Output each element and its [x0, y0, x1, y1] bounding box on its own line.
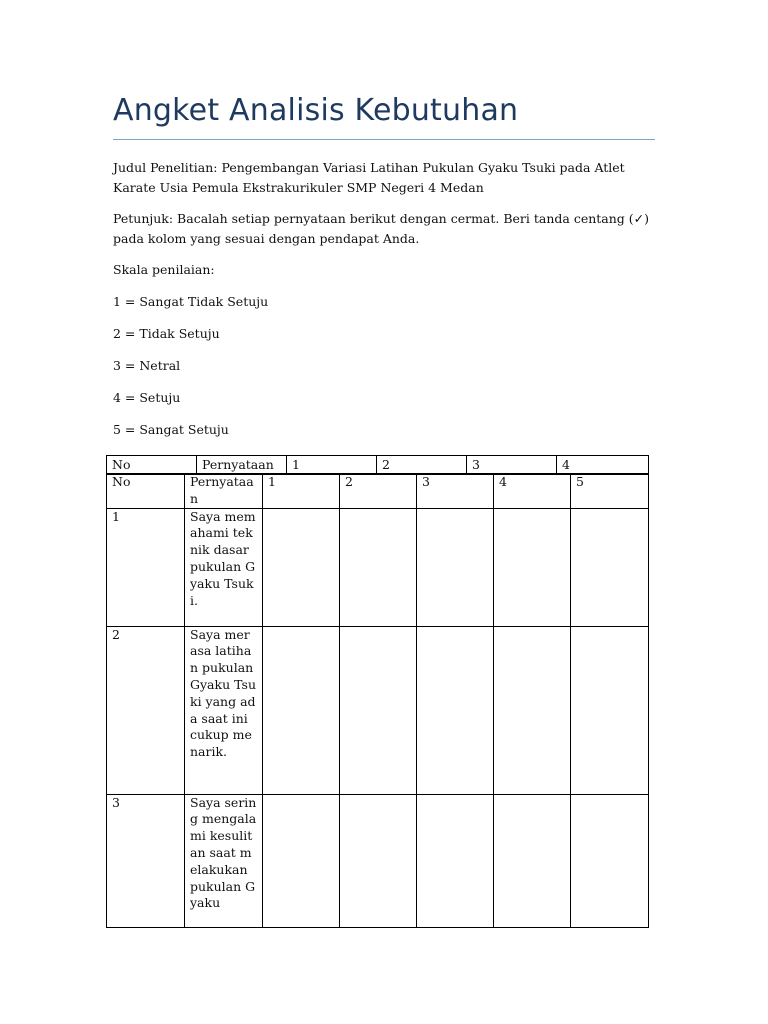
header-cell-3: 3	[467, 456, 557, 475]
rating-cell-2[interactable]	[340, 626, 417, 794]
header-cell-4: 4	[557, 456, 649, 475]
scale-item-4: 4 = Setuju	[113, 390, 181, 405]
column-header-3: 3	[417, 474, 494, 509]
rating-cell-3[interactable]	[417, 626, 494, 794]
header-cell-statement: Pernyataan	[197, 456, 287, 475]
column-header-statement: Pernyataan	[185, 474, 263, 509]
document-title: Angket Analisis Kebutuhan	[113, 93, 519, 128]
table-row	[107, 508, 649, 626]
title-underline	[113, 139, 655, 140]
rating-cell-4[interactable]	[494, 626, 571, 794]
row-number: 1	[107, 508, 185, 626]
scale-item-1: 1 = Sangat Tidak Setuju	[113, 294, 269, 309]
rating-cell-2[interactable]	[340, 508, 417, 626]
column-header-1: 1	[263, 474, 340, 509]
row-number: 2	[107, 626, 185, 794]
row-statement: Saya merasa latihan pukulan Gyaku Tsuki yang ada saat ini cukup menarik.	[185, 626, 263, 794]
table-header-row	[107, 474, 649, 509]
header-table-row	[107, 456, 649, 475]
scale-item-2: 2 = Tidak Setuju	[113, 326, 220, 341]
research-title: Judul Penelitian: Pengembangan Variasi Latihan Pukulan Gyaku Tsuki pada Atlet Karate Usia Pemula Ekstrakurikuler SMP Negeri 4 Medan	[113, 160, 625, 195]
row-statement: Saya sering mengalami kesulitan saat melakukan pukulan Gyaku	[185, 794, 263, 927]
rating-cell-5[interactable]	[571, 794, 649, 927]
rating-cell-3[interactable]	[417, 794, 494, 927]
rating-cell-1[interactable]	[263, 794, 340, 927]
scale-item-5: 5 = Sangat Setuju	[113, 422, 229, 437]
rating-cell-4[interactable]	[494, 508, 571, 626]
column-header-no: No	[107, 474, 185, 509]
questionnaire-table	[106, 473, 649, 928]
rating-cell-5[interactable]	[571, 626, 649, 794]
column-header-4: 4	[494, 474, 571, 509]
header-cell-no: No	[107, 456, 197, 475]
table-row	[107, 794, 649, 927]
header-table	[106, 455, 649, 475]
instruction-text: Petunjuk: Bacalah setiap pernyataan berikut dengan cermat. Beri tanda centang (✓) pada kolom yang sesuai dengan pendapat Anda.	[113, 211, 650, 246]
rating-cell-3[interactable]	[417, 508, 494, 626]
column-header-5: 5	[571, 474, 649, 509]
header-cell-2: 2	[377, 456, 467, 475]
row-statement: Saya memahami teknik dasar pukulan Gyaku Tsuki.	[185, 508, 263, 626]
rating-cell-4[interactable]	[494, 794, 571, 927]
scale-label: Skala penilaian:	[113, 262, 215, 277]
row-number: 3	[107, 794, 185, 927]
header-cell-1: 1	[287, 456, 377, 475]
table-row	[107, 626, 649, 794]
rating-cell-2[interactable]	[340, 794, 417, 927]
rating-cell-1[interactable]	[263, 508, 340, 626]
rating-cell-5[interactable]	[571, 508, 649, 626]
column-header-2: 2	[340, 474, 417, 509]
rating-cell-1[interactable]	[263, 626, 340, 794]
scale-item-3: 3 = Netral	[113, 358, 181, 373]
